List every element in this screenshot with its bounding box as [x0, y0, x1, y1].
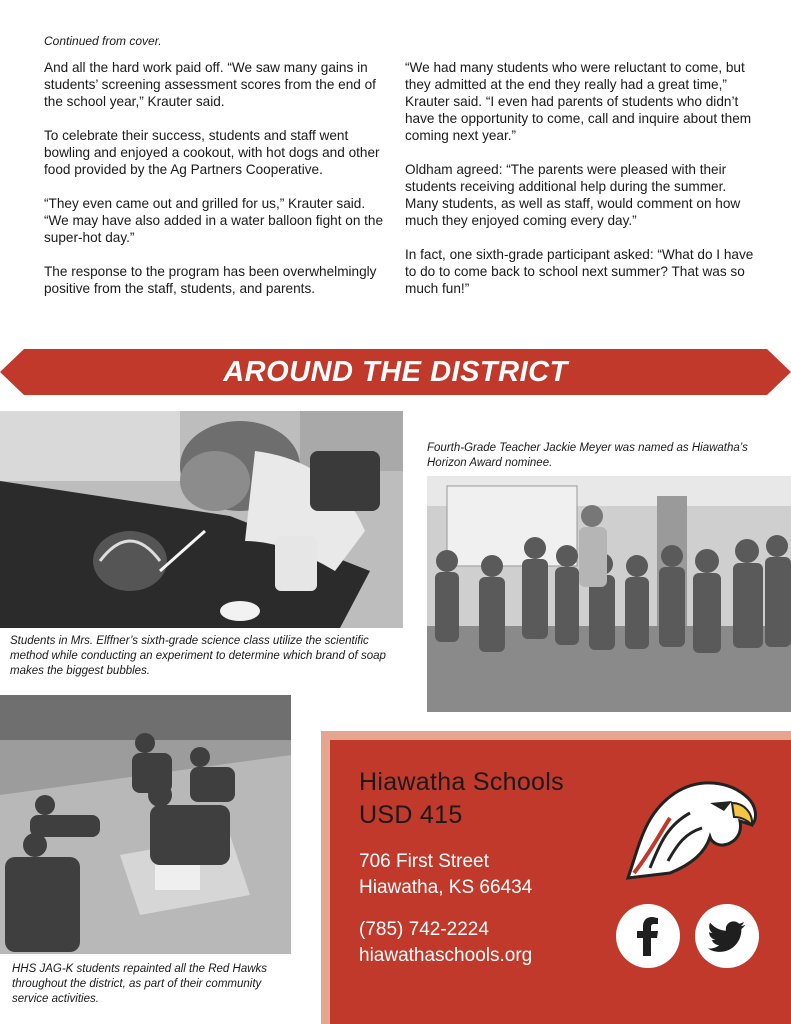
article-paragraph: Oldham agreed: “The parents were pleased with their students receiving additional help during the summer. Many students, as well as staff, would comment on how much they enjoyed coming every day.” [405, 162, 741, 228]
street-address: 706 First Street [359, 851, 489, 872]
teacher-photo-caption: Fourth-Grade Teacher Jackie Meyer was named as Hiawatha’s Horizon Award nominee. [427, 442, 748, 469]
city-state-zip: Hiawatha, KS 66434 [359, 877, 533, 898]
facebook-icon[interactable] [616, 904, 680, 968]
section-title: AROUND THE DISTRICT [223, 356, 568, 388]
phone-number: (785) 742-2224 [359, 919, 489, 940]
website-link[interactable]: hiawathaschools.org [359, 945, 533, 966]
science-photo-caption: Students in Mrs. Elffner’s sixth-grade science class utilize the scientific method while conducting an experiment to determine which brand of soap makes the biggest bubbles. [10, 635, 386, 677]
article-paragraph: And all the hard work paid off. “We saw many gains in students’ screening assessment scores from the end of the school year,” Krauter said. [44, 60, 376, 109]
school-name-block [359, 766, 564, 832]
jag-k-photo [0, 695, 291, 954]
article-paragraph: To celebrate their success, students and staff went bowling and enjoyed a cookout, with hot dogs and other food provided by the Ag Partners Cooperative. [44, 128, 380, 177]
horizon-award-photo [427, 476, 791, 712]
contact-block [359, 917, 532, 969]
district-name: USD 415 [359, 801, 463, 829]
address-block [359, 849, 532, 901]
jag-k-photo-caption: HHS JAG-K students repainted all the Red Hawks throughout the district, as part of their community service activities. [12, 963, 268, 1005]
article-column-left [44, 59, 389, 314]
red-hawk-logo-icon [620, 773, 760, 883]
article-paragraph: “They even came out and grilled for us,” Krauter said. “We may have also added in a water balloon fight on the super-hot day.” [44, 196, 384, 245]
article-paragraph: The response to the program has been overwhelmingly positive from the staff, students, and parents. [44, 264, 377, 296]
article-paragraph: “We had many students who were reluctant to come, but they admitted at the end they really had a great time,” Krauter said. “I even had parents of students who didn’t have the opportunity to come, call and inquire about them coming next year.” [405, 60, 752, 143]
school-name: Hiawatha Schools [359, 768, 564, 796]
article-column-right [405, 59, 755, 314]
twitter-icon[interactable] [695, 904, 759, 968]
science-class-photo [0, 411, 403, 628]
continued-note: Continued from cover. [44, 34, 162, 48]
article-paragraph: In fact, one sixth-grade participant asked: “What do I have to do to come back to school next summer? That was so much fun!” [405, 247, 754, 296]
